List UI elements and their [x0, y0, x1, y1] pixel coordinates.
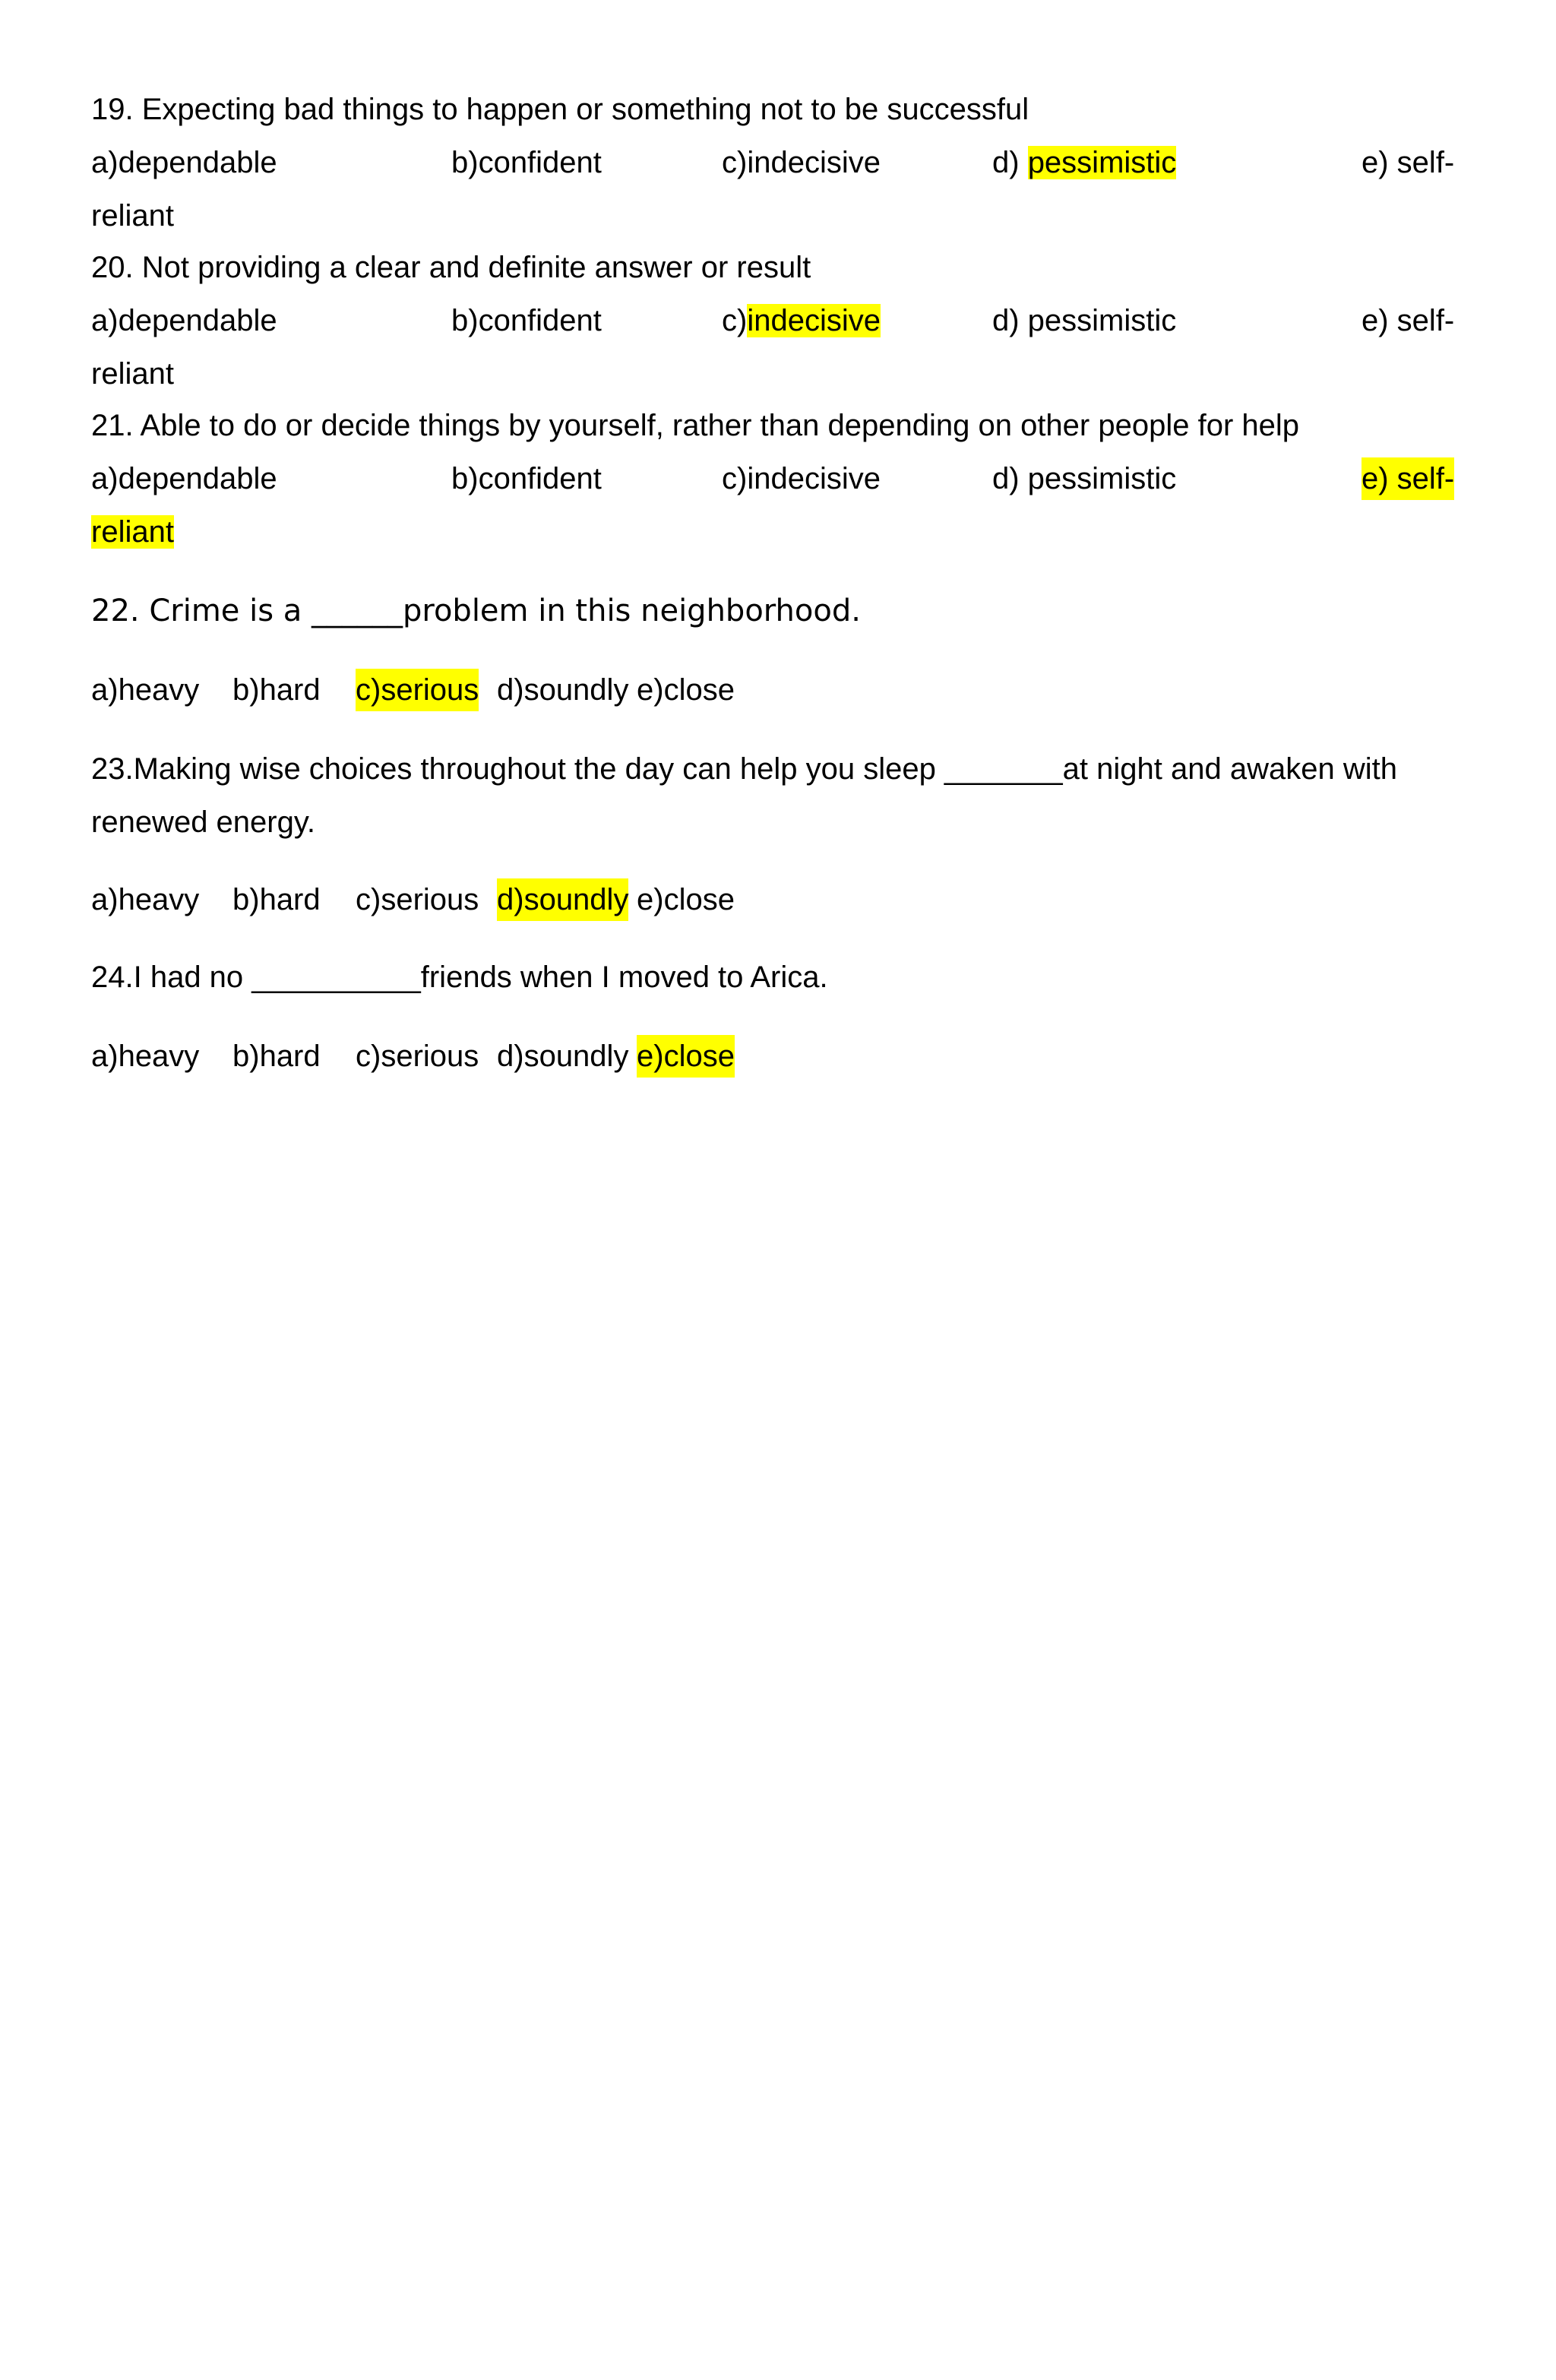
- q24-option-d: d)soundly: [497, 1040, 629, 1073]
- q24-stem: 24.I had no __________friends when I moved to Arica.: [91, 961, 828, 994]
- q21-stem: 21. Able to do or decide things by yourself, rather than depending on other people for help: [91, 409, 1299, 442]
- q21-option-c: c)indecisive: [722, 462, 881, 495]
- q22-option-b: b)hard: [232, 673, 321, 707]
- q22-option-e: e)close: [637, 673, 735, 707]
- q23-option-a: a)heavy: [91, 883, 200, 916]
- q20-option-d: d) pessimistic: [992, 304, 1177, 337]
- q20-option-b: b)confident: [451, 304, 602, 337]
- q21-option-e-cont-row: [91, 511, 174, 553]
- q19-option-d-prefix: d): [992, 146, 1028, 179]
- q23-stem-line1: 23.Making wise choices throughout the day can help you sleep _______at night and awaken with: [91, 752, 1397, 786]
- q21-option-e-cont: reliant: [91, 515, 174, 549]
- q24-answer-highlight: e)close: [637, 1035, 735, 1078]
- q21-option-d: d) pessimistic: [992, 462, 1177, 495]
- q19-option-b: b)confident: [451, 146, 602, 179]
- q20-stem: 20. Not providing a clear and definite answer or result: [91, 251, 811, 284]
- q22-stem: [91, 590, 861, 632]
- q20-answer-highlight: indecisive: [747, 304, 881, 337]
- q21-answer-highlight: e) self-: [1362, 457, 1454, 500]
- q23-option-e: e)close: [637, 883, 735, 916]
- q19-stem: 19. Expecting bad things to happen or something not to be successful: [91, 93, 1029, 126]
- q19-option-a: a)dependable: [91, 146, 277, 179]
- q21-option-a: a)dependable: [91, 462, 277, 495]
- q24-option-b: b)hard: [232, 1040, 321, 1073]
- q22-option-a: a)heavy: [91, 673, 200, 707]
- q22-answer-highlight: c)serious: [356, 669, 479, 711]
- q19-option-e: e) self-: [1362, 146, 1455, 179]
- q24-option-a: a)heavy: [91, 1040, 200, 1073]
- q19-option-c: c)indecisive: [722, 146, 881, 179]
- q22-blank: ______: [312, 593, 403, 628]
- q19-option-e-cont: reliant: [91, 199, 174, 233]
- q22-stem-after: problem in this neighborhood.: [403, 593, 861, 628]
- q20-option-c-prefix: c): [722, 304, 748, 337]
- q20-option-e: e) self-: [1362, 304, 1455, 337]
- q19-answer-highlight: pessimistic: [1027, 146, 1177, 179]
- q23-option-b: b)hard: [232, 883, 321, 916]
- q21-option-b: b)confident: [451, 462, 602, 495]
- q20-option-e-cont: reliant: [91, 357, 174, 391]
- q19-option-d: [992, 141, 1176, 184]
- q23-stem-line2: renewed energy.: [91, 805, 315, 839]
- q23-option-c: c)serious: [356, 883, 479, 916]
- q22-option-d: d)soundly: [497, 673, 629, 707]
- q20-option-a: a)dependable: [91, 304, 277, 337]
- q24-option-c: c)serious: [356, 1040, 479, 1073]
- q20-option-c: [722, 299, 881, 342]
- q22-stem-before: 22. Crime is a: [91, 593, 312, 628]
- q23-answer-highlight: d)soundly: [497, 878, 628, 921]
